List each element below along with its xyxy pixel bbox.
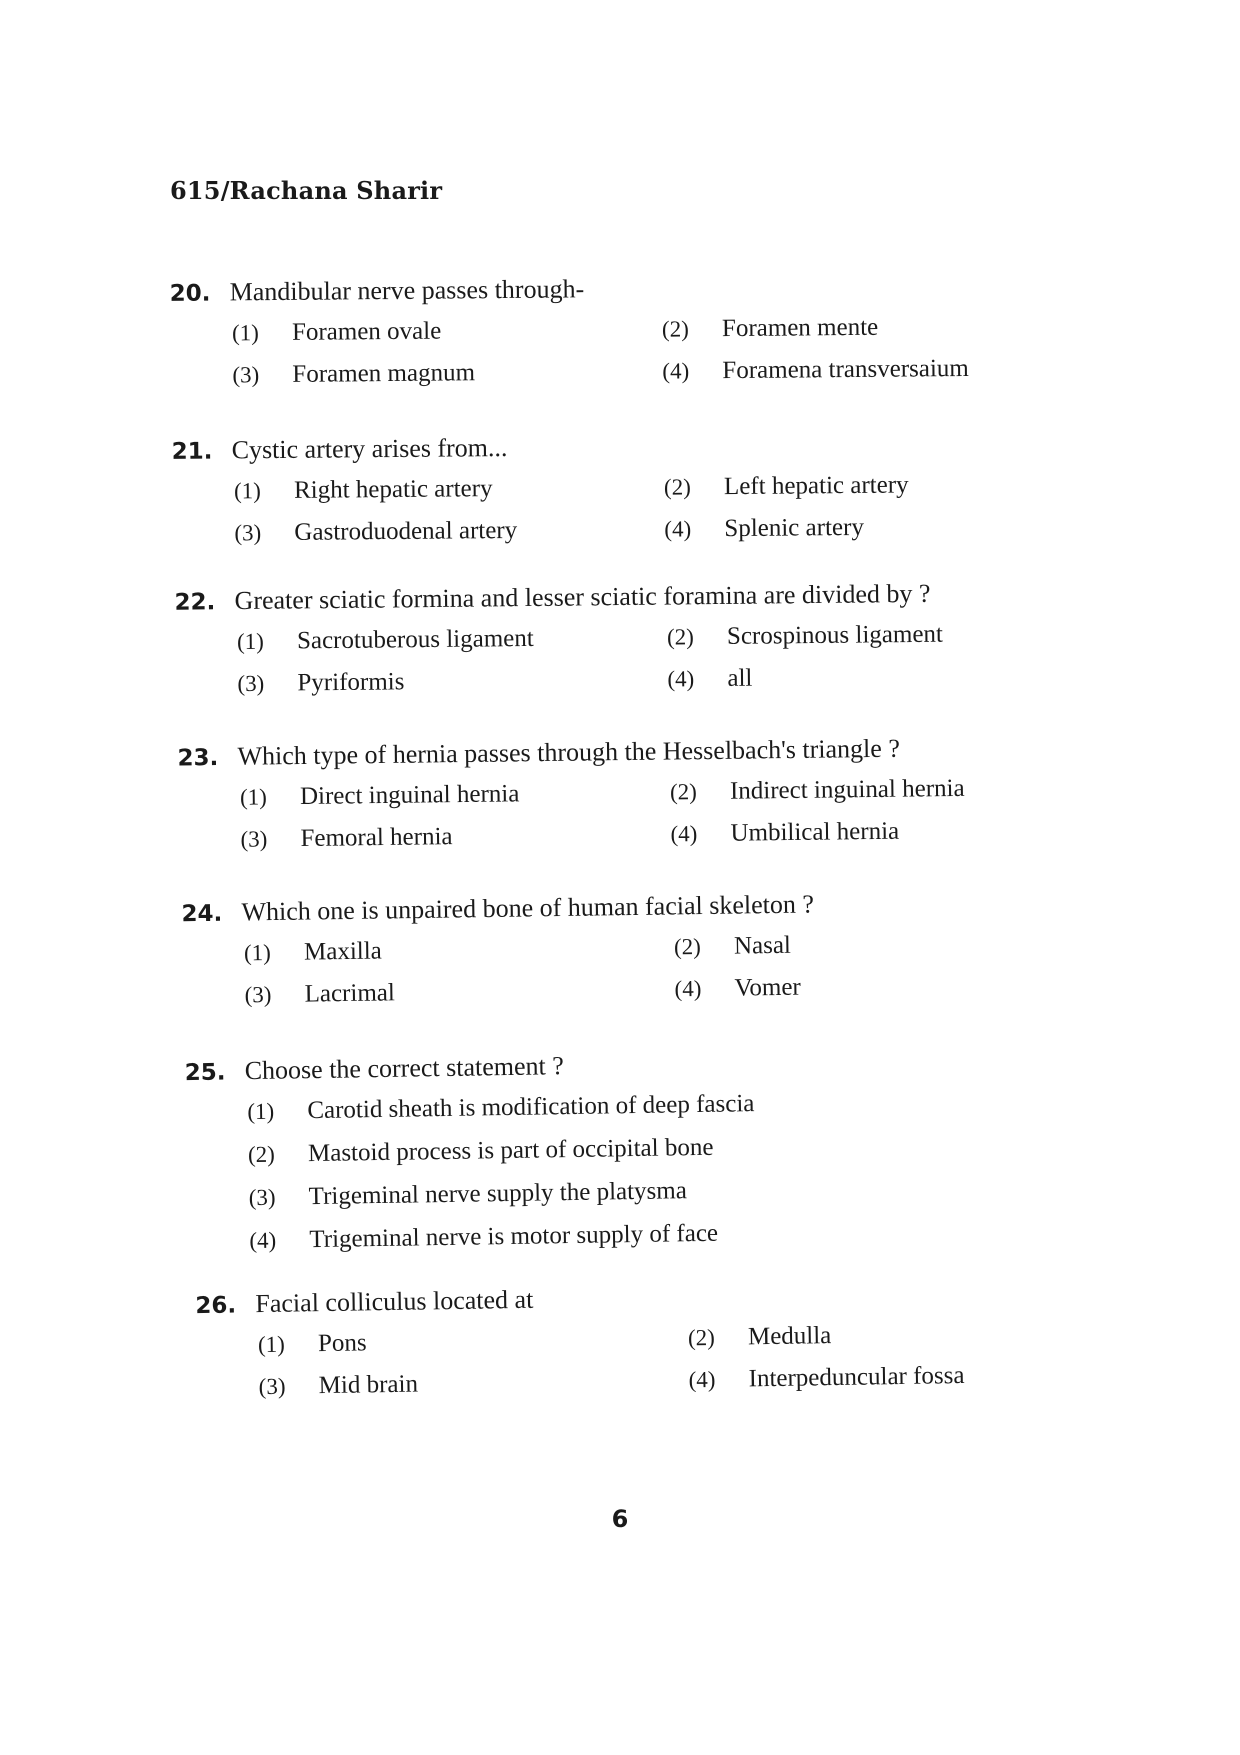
option-number: (1) — [243, 940, 272, 966]
option-number: (4) — [667, 666, 695, 692]
option-3 — [248, 1171, 1048, 1214]
option-3 — [232, 357, 662, 391]
option-text: Femoral hernia — [300, 823, 453, 853]
option-number: (1) — [231, 320, 259, 346]
paper-header: 615/Rachana Sharir — [170, 176, 443, 205]
option-text: Lacrimal — [304, 979, 396, 1008]
question-number: 23. — [177, 745, 219, 772]
question-23 — [177, 732, 1078, 856]
option-number: (2) — [663, 474, 691, 500]
option-3 — [240, 819, 670, 854]
option-text: Direct inguinal hernia — [299, 780, 520, 811]
option-text: Mid brain — [318, 1370, 419, 1400]
option-number: (4) — [249, 1227, 277, 1254]
option-1 — [258, 1323, 688, 1360]
option-2 — [670, 773, 1070, 808]
page-number: 6 — [611, 1505, 629, 1533]
option-number: (3) — [240, 826, 268, 852]
option-4 — [664, 511, 1064, 544]
option-text: Splenic artery — [724, 513, 864, 543]
question-text: Which type of hernia passes through the Hesselbach's triangle ? — [237, 733, 901, 771]
option-4 — [249, 1214, 1049, 1257]
question-text: Cystic artery arises from... — [231, 432, 508, 465]
option-text: Medulla — [747, 1322, 832, 1351]
option-1 — [247, 1085, 1047, 1128]
option-4 — [670, 815, 1070, 850]
option-text: Foramen mente — [721, 313, 879, 343]
option-text: Carotid sheath is modification of deep fascia — [307, 1090, 755, 1125]
option-number: (1) — [233, 478, 261, 504]
question-text: Greater sciatic formina and lesser sciatic foramina are divided by ? — [234, 578, 931, 616]
option-number: (4) — [664, 516, 692, 542]
options-grid — [258, 1317, 1097, 1402]
option-number: (4) — [662, 358, 690, 384]
option-3 — [244, 974, 674, 1010]
option-1 — [237, 623, 667, 658]
option-number: (3) — [232, 362, 260, 388]
option-number: (2) — [661, 316, 689, 342]
option-number: (2) — [669, 779, 697, 805]
option-1 — [234, 473, 664, 507]
question-24 — [181, 886, 1082, 1012]
question-text: Choose the correct statement ? — [244, 1051, 565, 1086]
option-4 — [667, 660, 1067, 694]
options-grid — [232, 311, 1071, 390]
option-text: Foramen magnum — [292, 359, 476, 388]
question-22 — [174, 577, 1075, 699]
question-25 — [184, 1043, 1087, 1257]
question-number: 26. — [195, 1292, 237, 1320]
question-text: Mandibular nerve passes through- — [229, 274, 585, 307]
option-text: Pons — [317, 1329, 367, 1358]
options-grid — [237, 618, 1076, 699]
option-number: (3) — [234, 520, 262, 546]
option-number: (2) — [247, 1141, 276, 1168]
option-2 — [664, 469, 1064, 502]
option-number: (3) — [248, 1184, 276, 1211]
options-grid — [240, 773, 1079, 855]
option-number: (3) — [244, 982, 272, 1008]
option-number: (4) — [670, 821, 698, 847]
option-number: (2) — [666, 624, 694, 650]
question-20 — [170, 270, 1071, 391]
options-grid — [234, 469, 1073, 548]
option-text: Maxilla — [303, 937, 382, 966]
options-list — [247, 1084, 1087, 1256]
question-number: 20. — [169, 280, 211, 307]
option-text: Interpeduncular fossa — [748, 1362, 965, 1393]
option-2 — [662, 311, 1062, 344]
option-3 — [234, 515, 664, 549]
option-3 — [258, 1365, 688, 1402]
question-26 — [195, 1276, 1097, 1403]
option-number: (2) — [673, 934, 701, 960]
question-number: 21. — [171, 438, 213, 465]
option-text: Left hepatic artery — [723, 471, 909, 501]
option-text: Umbilical hernia — [730, 817, 900, 847]
option-3 — [237, 665, 667, 700]
option-number: (3) — [237, 670, 265, 697]
option-text: Scrospinous ligament — [726, 620, 944, 650]
option-number: (4) — [688, 1366, 716, 1393]
option-4 — [674, 969, 1074, 1005]
question-number: 22. — [174, 589, 216, 616]
option-2 — [248, 1128, 1048, 1171]
option-2 — [688, 1317, 1088, 1353]
option-1 — [240, 777, 670, 812]
option-text: all — [727, 664, 753, 692]
option-2 — [667, 618, 1067, 652]
option-number: (1) — [257, 1331, 286, 1358]
option-text: Trigeminal nerve is motor supply of face — [309, 1219, 719, 1254]
option-4 — [688, 1359, 1088, 1395]
option-number: (3) — [258, 1373, 286, 1400]
question-text: Facial colliculus located at — [255, 1284, 534, 1319]
option-text: Trigeminal nerve supply the platysma — [308, 1177, 688, 1211]
option-text: Indirect inguinal hernia — [729, 774, 965, 805]
option-number: (1) — [247, 1098, 275, 1125]
options-grid — [244, 927, 1083, 1011]
option-number: (1) — [236, 628, 264, 655]
option-text: Foramen ovale — [291, 317, 442, 346]
option-number: (1) — [239, 784, 267, 810]
option-text: Foramena transversaium — [722, 354, 969, 385]
question-text: Which one is unpaired bone of human facial skeleton ? — [241, 889, 815, 927]
option-text: Mastoid process is part of occipital bone — [307, 1133, 714, 1168]
option-4 — [662, 353, 1062, 386]
option-text: Vomer — [734, 973, 801, 1002]
question-number: 25. — [184, 1059, 226, 1087]
question-21 — [172, 428, 1073, 549]
option-text: Nasal — [733, 931, 792, 960]
option-1 — [232, 315, 662, 349]
option-number: (4) — [674, 976, 702, 1002]
option-number: (2) — [687, 1324, 716, 1351]
question-number: 24. — [181, 900, 223, 928]
option-1 — [244, 932, 674, 968]
option-2 — [674, 927, 1074, 963]
option-text: Pyriformis — [297, 668, 405, 697]
option-text: Sacrotuberous ligament — [296, 624, 534, 655]
option-text: Right hepatic artery — [293, 475, 493, 504]
option-text: Gastroduodenal artery — [294, 516, 518, 546]
